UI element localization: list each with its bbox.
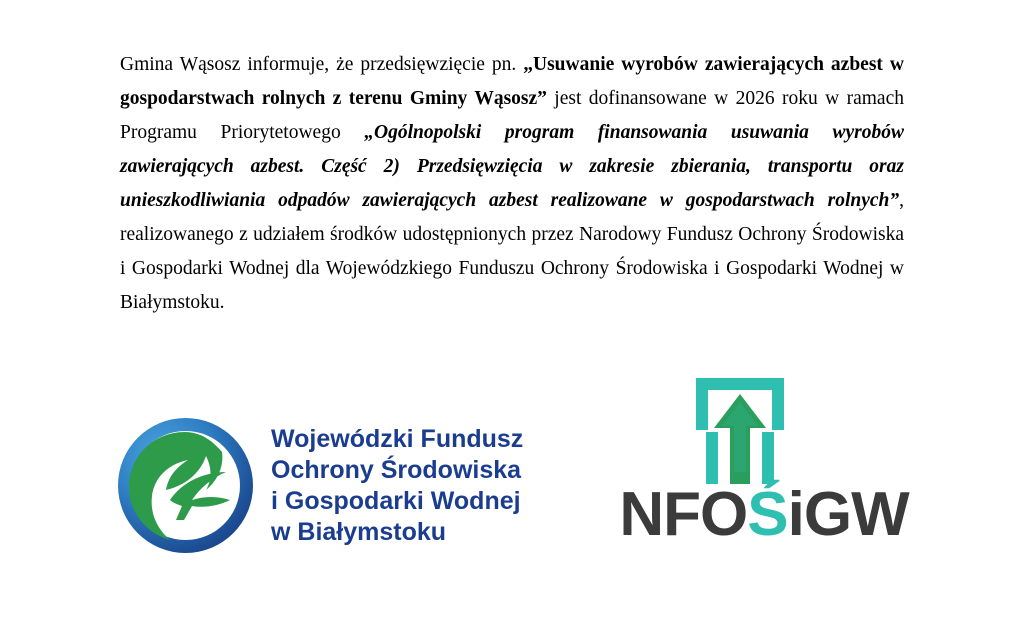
segment-project-name: „Usuwanie wyrobów zawierających azbest w gospodarstwach rolnych z terenu Gminy Wąsosz” (120, 54, 904, 109)
nfosigw-word-suffix: GW (803, 480, 909, 549)
wfosigw-wordmark (271, 424, 523, 548)
nfosigw-word-mid: i (787, 480, 804, 549)
wfosigw-emblem-icon (118, 418, 253, 553)
segment-program-name: „Ogólnopolski program finansowania usuwania wyrobów zawierających azbest. Część 2) Przedsięwzięcia w zakresie zbierania, transportu oraz unieszkodliwiania odpadów zawierających azbest realizowane w gospodarstwach rolnych” (120, 122, 904, 211)
nfosigw-word-accent: Ś (747, 480, 788, 549)
announcement-paragraph (120, 48, 904, 320)
wfosigw-line-4: w Białymstoku (271, 517, 447, 546)
wfosigw-line-2: Ochrony Środowiska (271, 455, 522, 484)
segment-intro: Gmina Wąsosz informuje, że przedsięwzięcie pn. (120, 54, 524, 75)
nfosigw-logo (614, 372, 914, 562)
nfosigw-wordmark (614, 480, 914, 550)
segment-funding: jest dofinansowane w 2026 roku w ramach Programu Priorytetowego (120, 88, 904, 143)
logos-row (0, 360, 1024, 590)
wfosigw-logo (118, 418, 523, 553)
wfosigw-leaf-icon (126, 428, 244, 546)
paragraph-text (120, 48, 904, 320)
nfosigw-word-prefix: NFO (619, 480, 748, 549)
segment-closing: , realizowanego z udziałem środków udostępnionych przez Narodowy Fundusz Ochrony Środowiska i Gospodarki Wodnej dla Wojewódzkiego Funduszu Ochrony Środowiska i Gospodarki Wodnej w Białymstoku. (120, 190, 904, 313)
nfosigw-emblem-icon (686, 372, 794, 484)
wfosigw-line-3: i Gospodarki Wodnej (271, 486, 521, 515)
wfosigw-line-1: Wojewódzki Fundusz (271, 424, 524, 453)
